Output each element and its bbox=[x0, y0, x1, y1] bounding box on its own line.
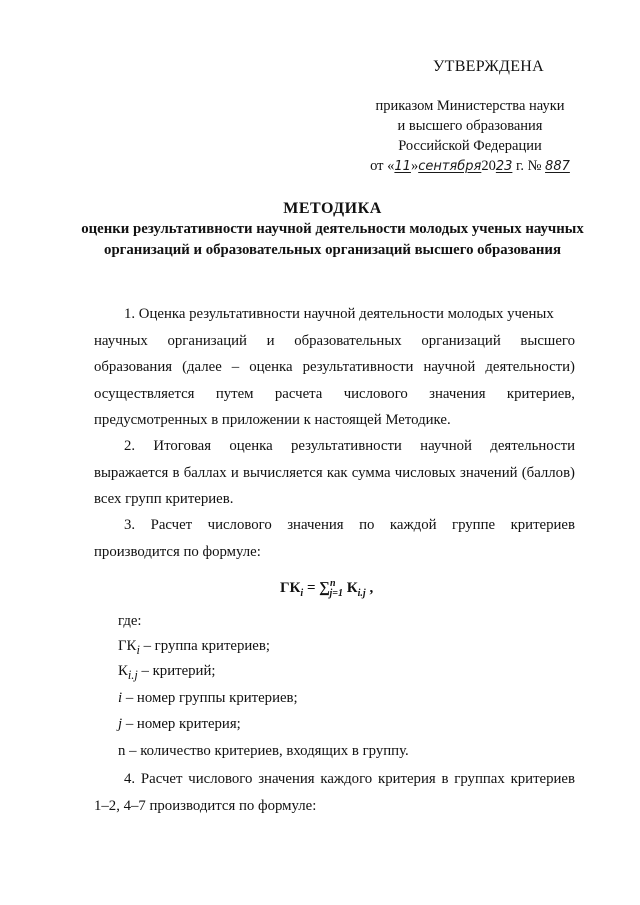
definition-2 bbox=[118, 663, 216, 683]
definition-1 bbox=[118, 638, 270, 658]
definition-4 bbox=[118, 716, 241, 733]
document-subtitle: оценки результативности научной деятельности молодых ученых научных организаций и образовательных организаций высшего образования bbox=[81, 221, 584, 258]
def2-symbol: К bbox=[118, 663, 128, 679]
p2-line-1: 2. Итоговая оценка результативности научной деятельности bbox=[124, 438, 575, 454]
definitions-where: где: bbox=[118, 613, 142, 629]
p1-line-5: предусмотренных в приложении к настоящей Методике. bbox=[94, 412, 451, 428]
formula-sum-sup: n bbox=[329, 578, 336, 589]
order-reference bbox=[350, 96, 590, 177]
formula-lhs-sub: i bbox=[300, 588, 304, 599]
date-day-handwritten: 11 bbox=[394, 159, 411, 174]
approval-stamp: УТВЕРЖДЕНА bbox=[433, 58, 545, 75]
def2-text: – критерий; bbox=[137, 663, 216, 679]
p4-line-1: 4. Расчет числового значения каждого критерия в группах критериев bbox=[124, 771, 575, 787]
document-title: МЕТОДИКА bbox=[283, 200, 382, 217]
def4-text: – номер критерия; bbox=[122, 716, 241, 732]
formula-term-sub: i.j bbox=[357, 588, 366, 599]
p1-line-2: научных организаций и образовательных организаций высшего bbox=[94, 332, 575, 349]
p1-line-4: осуществляется путем расчета числового значения критериев, bbox=[94, 385, 575, 402]
def4-symbol: j bbox=[118, 716, 123, 732]
order-line-1: приказом Министерства науки bbox=[375, 98, 565, 114]
def1-text: – группа критериев; bbox=[139, 638, 270, 654]
date-mid: » bbox=[410, 158, 419, 174]
p2-line-2: выражается в баллах и вычисляется как сумма числовых значений (баллов) bbox=[94, 464, 575, 481]
order-number-handwritten: 887 bbox=[545, 159, 570, 174]
def1-symbol: ГК bbox=[118, 638, 137, 654]
formula-sum-sign: = ∑ bbox=[303, 580, 330, 596]
paragraph-3 bbox=[94, 512, 575, 565]
p3-line-1: 3. Расчет числового значения по каждой группе критериев bbox=[124, 517, 575, 533]
date-month-handwritten: сентября bbox=[418, 159, 482, 174]
formula-tail: , bbox=[365, 580, 374, 596]
p2-line-3: всех групп критериев. bbox=[94, 491, 234, 507]
formula-lhs: ГК bbox=[280, 580, 301, 596]
date-year-prefix: 20 bbox=[481, 158, 496, 174]
def1-sub: i bbox=[136, 642, 140, 657]
date-year-handwritten: 23 bbox=[495, 159, 513, 174]
date-prefix: от « bbox=[370, 158, 395, 174]
formula-sum-sub: j=1 bbox=[329, 588, 343, 599]
paragraph-1 bbox=[94, 301, 575, 434]
paragraph-2 bbox=[94, 433, 575, 513]
order-date-line bbox=[350, 156, 590, 177]
def3-text: – номер группы критериев; bbox=[122, 690, 298, 706]
formula-group-sum bbox=[280, 578, 373, 599]
formula-term: К bbox=[343, 580, 358, 596]
definition-5: n – количество критериев, входящих в группу. bbox=[118, 743, 409, 759]
def3-symbol: i bbox=[118, 690, 123, 706]
paragraph-4 bbox=[94, 766, 575, 819]
definition-3 bbox=[118, 690, 298, 707]
p1-line-1: 1. Оценка результативности научной деятельности молодых ученых bbox=[124, 306, 554, 322]
order-line-3: Российской Федерации bbox=[398, 138, 542, 154]
p4-line-2: 1–2, 4–7 производится по формуле: bbox=[94, 797, 317, 814]
p1-line-3: образования (далее – оценка результативности научной деятельности) bbox=[94, 359, 575, 375]
def2-sub: i.j bbox=[127, 667, 138, 682]
order-line-2: и высшего образования bbox=[397, 118, 543, 134]
p3-line-2: производится по формуле: bbox=[94, 543, 261, 560]
date-g: г. № bbox=[512, 158, 546, 174]
